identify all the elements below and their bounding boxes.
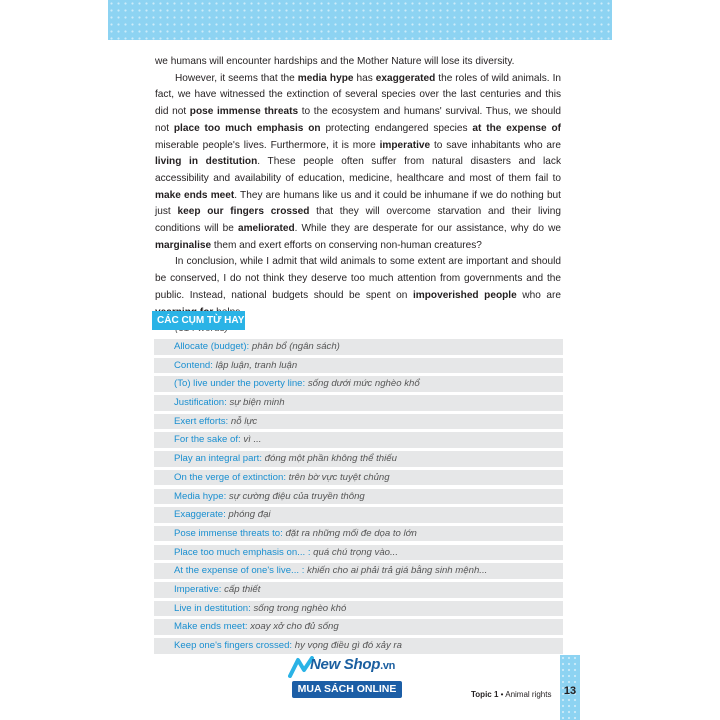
phrase-term: Media hype: bbox=[174, 490, 227, 502]
bold-phrase: keep our fingers crossed bbox=[177, 206, 310, 218]
bold-phrase: ameliorated bbox=[237, 223, 295, 235]
phrase-meaning: đặt ra những mối đe dọa to lớn bbox=[282, 527, 417, 539]
section-title-label: CÁC CỤM TỪ HAY bbox=[157, 315, 245, 326]
phrase-term: Exert efforts: bbox=[174, 415, 229, 427]
phrase-row bbox=[154, 526, 563, 542]
phrase-row bbox=[154, 395, 563, 411]
phrase-term: (To) live under the poverty line: bbox=[174, 378, 306, 390]
phrase-row bbox=[154, 470, 563, 486]
bold-phrase: imperative bbox=[379, 139, 431, 151]
phrase-list bbox=[154, 339, 563, 657]
bold-phrase: media hype bbox=[297, 72, 354, 84]
phrase-meaning: cấp thiết bbox=[221, 583, 261, 595]
phrase-term: Exaggerate: bbox=[174, 509, 226, 521]
bold-phrase: living in destitution bbox=[155, 156, 258, 168]
phrase-meaning: đóng một phần không thể thiếu bbox=[262, 453, 397, 465]
phrase-row bbox=[154, 582, 563, 598]
newshop-logo-text: New Shop.vn bbox=[310, 656, 396, 673]
phrase-term: For the sake of: bbox=[174, 434, 241, 446]
phrase-term: Imperative: bbox=[174, 583, 222, 595]
phrase-row bbox=[154, 545, 563, 561]
top-decorative-band bbox=[108, 0, 612, 40]
phrase-meaning: trên bờ vực tuyệt chủng bbox=[286, 471, 390, 483]
phrase-meaning: sự biện minh bbox=[226, 397, 285, 409]
essay-line-continuation: we humans will encounter hardships and the Mother Nature will lose its diversity. bbox=[155, 56, 515, 67]
phrase-term: On the verge of extinction: bbox=[174, 471, 286, 483]
essay-paragraph-3: In conclusion, while I admit that wild animals to some extent are important and should be conserved, I do not think they deserve too much attention from governments and the public. Instead, national budgets should be spent on impoverished people who are bbox=[155, 254, 561, 321]
phrase-meaning: quá chú trọng vào... bbox=[310, 546, 398, 558]
bold-phrase: make ends meet bbox=[155, 189, 235, 201]
phrase-meaning: lập luận, tranh luận bbox=[212, 359, 298, 371]
phrase-term: Pose immense threats to: bbox=[174, 527, 283, 539]
bold-phrase: marginalise bbox=[155, 239, 212, 251]
phrase-meaning: phân bổ (ngân sách) bbox=[249, 341, 340, 352]
newshop-logo-banner: MUA SÁCH ONLINE bbox=[292, 681, 402, 698]
phrase-row bbox=[154, 601, 563, 617]
phrase-row bbox=[154, 358, 563, 374]
page-number: 13 bbox=[563, 685, 577, 697]
phrase-row bbox=[154, 339, 563, 355]
phrase-meaning: phóng đại bbox=[225, 509, 271, 521]
phrase-row bbox=[154, 563, 563, 579]
bold-phrase: pose immense threats bbox=[189, 106, 299, 118]
pencil-icon: ✐ bbox=[247, 315, 256, 326]
bold-phrase: at the expense of bbox=[472, 122, 561, 134]
phrase-term: Place too much emphasis on... : bbox=[174, 546, 311, 558]
phrase-row bbox=[154, 376, 563, 392]
phrase-row bbox=[154, 451, 563, 467]
phrase-row bbox=[154, 414, 563, 430]
phrase-term: At the expense of one's live... : bbox=[174, 565, 305, 577]
footer-topic-name: Animal rights bbox=[505, 690, 552, 699]
footer-topic-number: Topic 1 bbox=[471, 690, 499, 699]
phrase-term: Keep one's fingers crossed: bbox=[174, 640, 293, 651]
phrase-meaning: vì ... bbox=[240, 434, 262, 446]
phrase-meaning: khiến cho ai phải trả giá bằng sinh mệnh... bbox=[304, 565, 488, 577]
phrase-meaning: sống trong nghèo khó bbox=[250, 602, 347, 614]
phrase-meaning: nỗ lực bbox=[228, 415, 258, 427]
phrase-row bbox=[154, 432, 563, 448]
phrase-row bbox=[154, 489, 563, 505]
phrase-term: Allocate (budget): bbox=[174, 341, 250, 352]
footer-separator: • bbox=[498, 690, 506, 699]
phrase-meaning: sống dưới mức nghèo khổ bbox=[305, 378, 420, 390]
phrase-term: Justification: bbox=[174, 397, 227, 409]
phrase-meaning: xoay xở cho đủ sống bbox=[247, 621, 339, 633]
phrase-term: Live in destitution: bbox=[174, 602, 251, 614]
phrase-row bbox=[154, 638, 563, 654]
phrase-term: Play an integral part: bbox=[174, 453, 262, 465]
phrase-row bbox=[154, 619, 563, 635]
essay-body bbox=[155, 54, 561, 338]
bold-phrase: place too much emphasis on bbox=[173, 122, 321, 134]
phrase-row bbox=[154, 507, 563, 523]
footer-topic bbox=[471, 690, 551, 699]
newshop-watermark-logo bbox=[286, 654, 406, 702]
phrase-meaning: sự cường điệu của truyền thông bbox=[226, 490, 365, 502]
phrase-term: Contend: bbox=[174, 359, 213, 371]
phrase-meaning: hy vọng điều gì đó xảy ra bbox=[292, 640, 402, 651]
section-title-useful-phrases bbox=[152, 311, 256, 330]
essay-paragraph-2: However, it seems that the media hype has exaggerated the roles of wild animals. In fact, we have witnessed the extinction of several species over the last centuries and this did not pose immense threats to the ecosystem and humans' survival. Thus, we should not place too much emphasis on protecting endangered species at the expense of miserable people's lives. Furthermore, it is more imperative to save inhabitants who are living in destitution. These people often suffer from natural disasters and lack accessibility and availability of education, medicine, healthcare and most of them fail to make ends meet. They are humans like us and it could be inhumane if we do nothing but just keep our fingers crossed that they will overcome starvation and their living conditions will be ameliorated. While they are desperate for our assistance, why do we marginalise them and exert efforts on conserving non-human creatures? bbox=[155, 72, 562, 251]
bold-phrase: impoverished people bbox=[412, 289, 517, 301]
phrase-term: Make ends meet: bbox=[174, 621, 248, 633]
bold-phrase: exaggerated bbox=[375, 72, 436, 84]
